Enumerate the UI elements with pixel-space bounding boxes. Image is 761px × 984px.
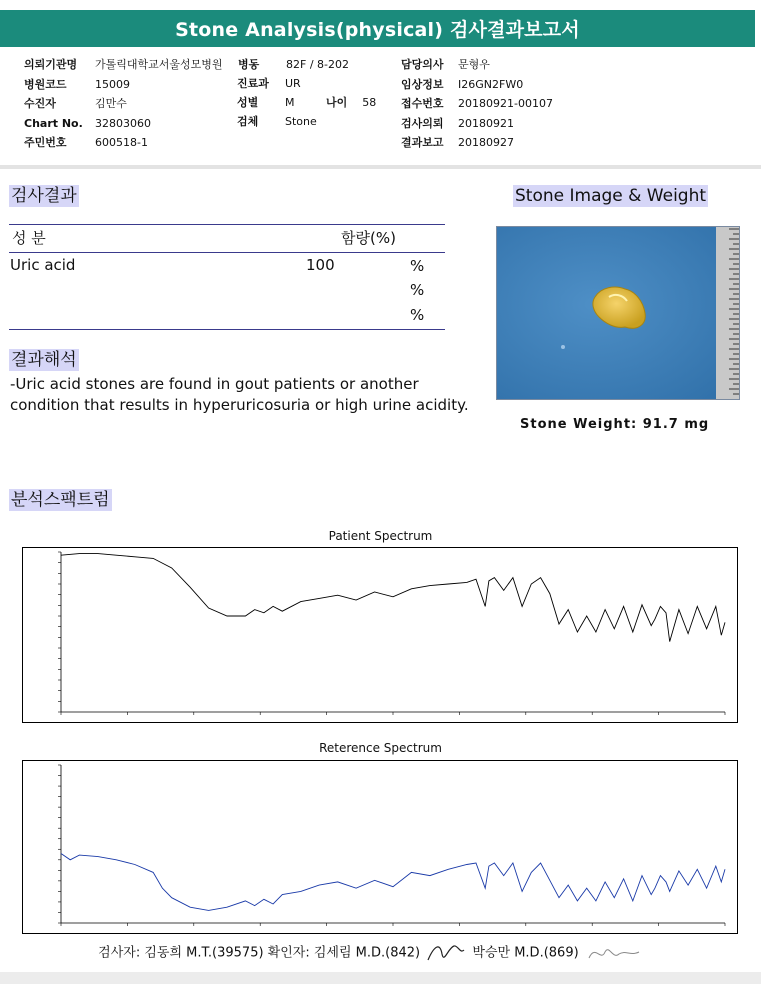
info-label: 의뢰기관명 xyxy=(24,58,78,71)
result-row-1-name: Uric acid xyxy=(10,256,76,274)
info-mid-row xyxy=(237,96,295,109)
info-label: 병동 xyxy=(238,58,260,71)
spectrum-line xyxy=(61,854,725,911)
signature-1 xyxy=(424,940,468,966)
spectrum-axes xyxy=(61,765,725,923)
info-left-row xyxy=(24,78,130,91)
info-value: 문형우 xyxy=(458,58,490,71)
stone-image-heading: Stone Image & Weight xyxy=(515,186,707,206)
info-right-row xyxy=(401,78,523,91)
info-right-row xyxy=(401,97,553,110)
age-field xyxy=(326,96,376,109)
info-value: 김만수 xyxy=(95,97,127,110)
info-left-row xyxy=(24,58,223,71)
results-header-rule xyxy=(9,252,445,253)
result-row-1-unit: % xyxy=(410,257,425,275)
info-label: 검사의뢰 xyxy=(401,116,444,130)
patient-spectrum-title: Patient Spectrum xyxy=(328,529,433,543)
results-heading: 검사결과 xyxy=(11,186,77,206)
info-label: 진료과 xyxy=(237,77,269,90)
info-label: 성별 xyxy=(237,96,259,109)
reference-spectrum-chart xyxy=(22,760,738,934)
info-right-row xyxy=(401,136,514,149)
spectrum-axes xyxy=(61,552,725,712)
info-label: 주민번호 xyxy=(24,136,67,149)
info-right-row xyxy=(401,117,514,130)
report-title: Stone Analysis(physical) 검사결과보고서 xyxy=(0,10,755,47)
info-value: I26GN2FW0 xyxy=(458,77,524,91)
component-column-header: 성 분 xyxy=(12,229,46,247)
spectrum-heading: 분석스팩트럼 xyxy=(11,490,110,510)
info-value: 가톨릭대학교서울성모병원 xyxy=(95,58,223,71)
info-left-row xyxy=(24,117,151,130)
age-label: 나이 xyxy=(326,96,348,109)
stone-weight: Stone Weight: 91.7 mg xyxy=(520,417,710,432)
signature-line: 검사자: 김동희 M.T.(39575) 확인자: 김세림 M.D.(842) 박승만 M.D.(869) xyxy=(0,940,761,966)
reference-spectrum-title: Reterence Spectrum xyxy=(319,741,442,755)
info-value: 20180921 xyxy=(458,116,514,130)
spectrum-line xyxy=(61,554,725,642)
result-row-3-unit: % xyxy=(410,306,425,324)
stone-photo xyxy=(496,226,740,400)
info-value: UR xyxy=(285,77,301,90)
interpretation-line-1: -Uric acid stones are found in gout patients or another xyxy=(10,375,419,393)
results-bottom-rule xyxy=(9,329,445,330)
info-left-row xyxy=(24,136,148,149)
info-label: 검체 xyxy=(237,115,259,128)
result-row-2-unit: % xyxy=(410,281,425,299)
patient-spectrum-chart xyxy=(22,547,738,723)
info-mid-row xyxy=(238,58,349,71)
info-label: 접수번호 xyxy=(401,97,444,110)
info-label: 수진자 xyxy=(24,97,56,110)
info-value: 32803060 xyxy=(95,116,151,130)
results-top-rule xyxy=(9,224,445,225)
info-mid-row xyxy=(237,115,317,128)
info-value: 82F / 8-202 xyxy=(286,58,349,71)
info-value: 20180927 xyxy=(458,136,514,149)
info-value: M xyxy=(285,96,295,109)
result-row-1-value: 100 xyxy=(306,256,335,274)
stone-photo-graphic xyxy=(497,227,739,399)
info-mid-row xyxy=(237,77,301,90)
info-value: 600518-1 xyxy=(95,136,148,149)
patient-spectrum-svg xyxy=(23,548,737,722)
content-column-header: 함량(%) xyxy=(341,229,396,247)
info-value: 20180921-00107 xyxy=(458,97,553,110)
info-right-row xyxy=(401,58,490,71)
info-label: 임상정보 xyxy=(401,77,444,91)
info-label: 담당의사 xyxy=(401,58,444,71)
age-value: 58 xyxy=(362,96,377,109)
header-separator xyxy=(0,165,761,169)
reference-spectrum-svg xyxy=(23,761,737,933)
info-value: Stone xyxy=(285,115,317,128)
info-label: Chart No. xyxy=(24,116,83,130)
bottom-bar xyxy=(0,972,761,984)
info-label: 결과보고 xyxy=(401,136,444,149)
interpretation-line-2: condition that results in hyperuricosuria or high urine acidity. xyxy=(10,396,469,414)
interpretation-heading: 결과해석 xyxy=(11,350,77,370)
info-label: 병원코드 xyxy=(24,77,67,91)
info-left-row xyxy=(24,97,127,110)
info-value: 15009 xyxy=(95,77,130,91)
signature-2 xyxy=(583,940,643,966)
